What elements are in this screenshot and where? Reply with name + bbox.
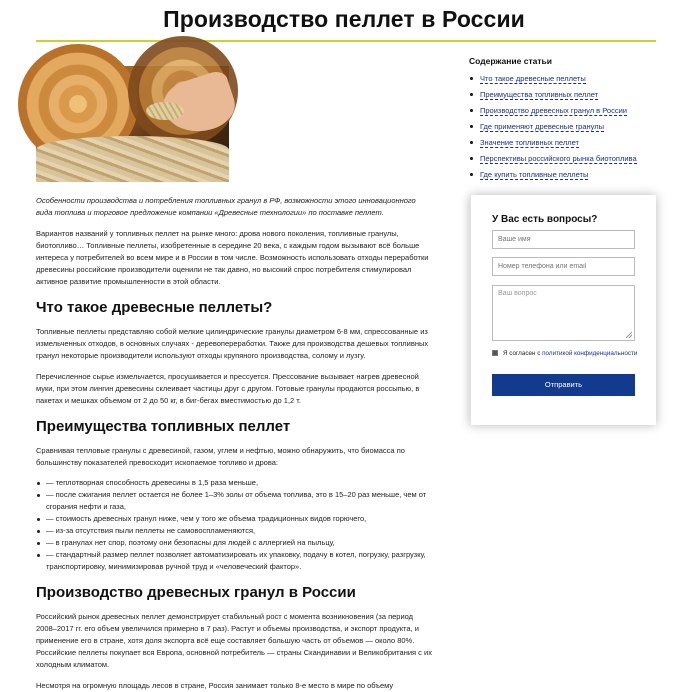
table-of-contents (469, 56, 669, 185)
toc-item (469, 153, 669, 169)
section-paragraph: Сравнивая тепловые гранулы с древесиной, газом, углем и нефтью, можно обнаружить, что биомасса по большинству показателей превосходит ископаемое топливо и дрова: (36, 446, 405, 467)
article (36, 66, 434, 692)
section-heading: Преимущества топливных пеллет (36, 418, 291, 435)
article-intro: Вариантов названий у топливных пеллет на рынке много: дрова нового поколения, топливные гранулы, биотопливо… Топливные пеллеты, изобретенные в середине 20 века, с каждым годом вызывают всё больше интереса у потребителей во всем мире и в России в том числе. Возможность использовать отходы переработки древесины российские производители оценили не так давно, но высокий спрос потребителя стимулировал активное развитие промышленности в этой области. (36, 229, 429, 286)
list-item: — в гранулах нет спор, поэтому они безопасны для людей с аллергией на пыльцу, (36, 537, 434, 549)
hero-image (36, 66, 229, 182)
toc-link[interactable]: Значение топливных пеллет (480, 138, 579, 147)
form-title: У Вас есть вопросы? (492, 214, 598, 225)
resize-handle-icon[interactable] (626, 332, 632, 338)
toc-link[interactable]: Где применяют древесные гранулы (480, 122, 605, 131)
title-divider (36, 40, 656, 42)
toc-item (469, 169, 669, 185)
toc-item (469, 73, 669, 89)
toc-item (469, 137, 669, 153)
toc-item (469, 105, 669, 121)
page-title: Производство пеллет в России (163, 6, 525, 32)
list-item: — стандартный размер пеллет позволяет автоматизировать их упаковку, подачу в котел, погрузку, разгрузку, транспортировку, минимизировав ручной труд и «человеческий фактор». (36, 549, 434, 573)
toc-item (469, 121, 669, 137)
toc-link[interactable]: Что такое древесные пеллеты (480, 74, 586, 83)
consent-row (492, 350, 642, 358)
section-heading: Производство древесных гранул в России (36, 584, 356, 601)
section-paragraph: Перечисленное сырье измельчается, просушивается и прессуется. Прессование вызывает нагрев древесной муки, при этом лингин древесины склеивает частицы друг с другом. Готовые гранулы продаются россыпью, в пакетах и мешках объемом от 2 до 50 кг, в биг-бегах вместимостью до 1,2 т. (36, 372, 420, 405)
section-paragraph: Российский рынок древесных пеллет демонстрирует стабильный рост с момента возникновения (за период 2008–2017 гг. его объем увеличился примерно в 7 раз). Растут и объемы производства, и экспорт продукта, и применение его в стране, хотя доля экспорта всё еще составляет большую часть от объемов — около 80%. Российские пеллеты покупает вся Европа, основной потребитель — страны Скандинавии и Великобритания с их холодным климатом. (36, 612, 432, 669)
advantages-list (36, 477, 434, 573)
list-item: — после сжигания пеллет остается не более 1–3% золы от объема топлива, это в 15–20 раз меньше, чем от сгорания нефти и газа, (36, 489, 434, 513)
toc-link[interactable]: Перспективы российского рынка биотоплива (480, 154, 637, 163)
question-textarea[interactable] (492, 285, 635, 341)
contact-input[interactable] (492, 257, 635, 276)
consent-checkbox[interactable] (492, 350, 498, 356)
consent-text: Я согласен с (503, 350, 541, 357)
submit-button[interactable]: Отправить (492, 374, 635, 396)
question-placeholder: Ваш вопрос (498, 290, 537, 297)
toc-link[interactable]: Где купить топливные пеллеты (480, 170, 589, 179)
article-lead: Особенности производства и потребления топливных гранул в РФ, возможности этого инновационного вида топлива и торговое предложение компании «Древесные технологии» по поставке пеллет. (36, 196, 416, 217)
toc-link[interactable]: Преимущества топливных пеллет (480, 90, 599, 99)
list-item: — стоимость древесных гранул ниже, чем у того же объема традиционных видов горючего, (36, 513, 434, 525)
list-item: — теплотворная способность древесины в 1,5 раза меньше, (36, 477, 434, 489)
section-paragraph: Топливные пеллеты представляю собой мелкие цилиндрические гранулы диаметром 6-8 мм, спрессованные из измельченных отходов, в основных случаях - деревопереработки. Также для производства дешевых топливных гранул некоторые производители используют отходы крупяного производства, солому и лузгу. (36, 327, 429, 360)
question-form (470, 195, 656, 425)
toc-item (469, 89, 669, 105)
toc-title: Содержание статьи (469, 56, 552, 66)
toc-link[interactable]: Производство древесных гранул в России (480, 106, 627, 115)
list-item: — из-за отсутствия пыли пеллеты не самовоспламеняются, (36, 525, 434, 537)
name-input[interactable] (492, 230, 635, 249)
section-heading: Что такое древесные пеллеты? (36, 299, 273, 316)
section-paragraph: Несмотря на огромную площадь лесов в стране, Россия занимает только 8-е место в мире по объему (36, 681, 394, 690)
privacy-policy-link[interactable]: политикой конфиденциальности (542, 350, 638, 357)
